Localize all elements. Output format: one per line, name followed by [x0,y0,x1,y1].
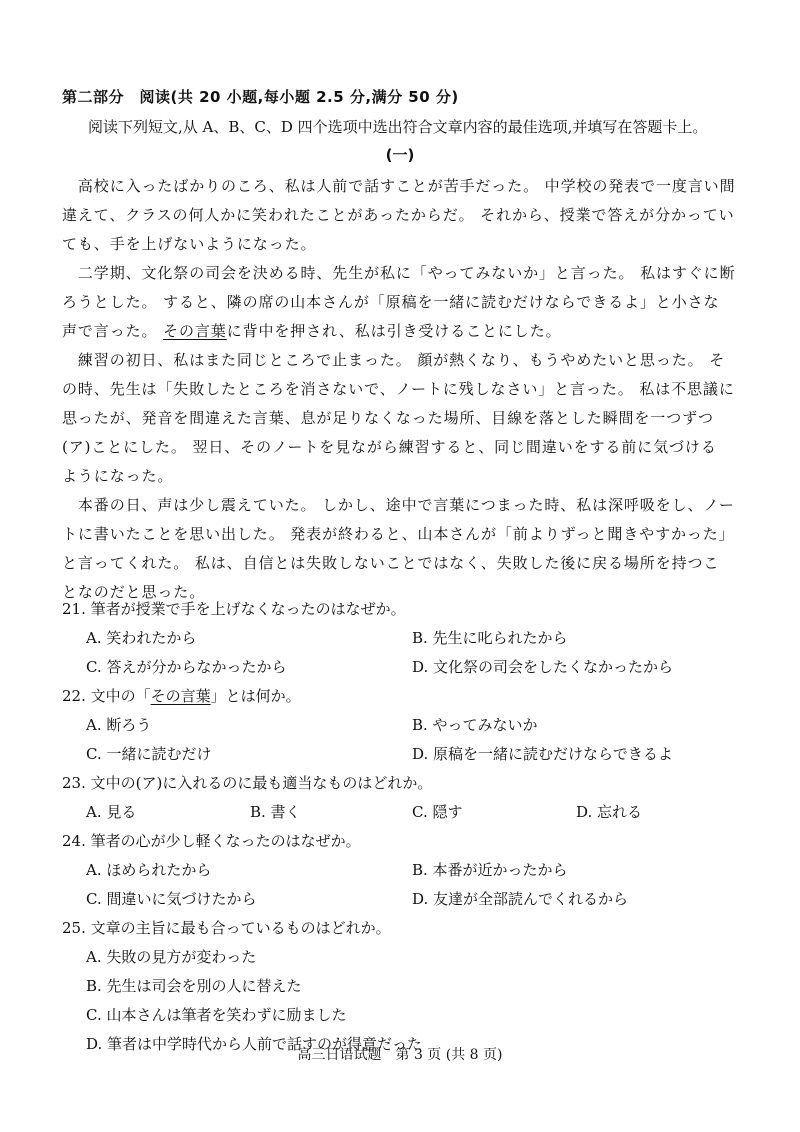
question-25-option-row [62,972,752,1001]
passage-line: 練習の初日、私はまた同じところで止まった。 顔が熱くなり、もうやめたいと思った。 そ [62,351,726,369]
question-23-stem: 23. 文中の(ア)に入れるのに最も適当なものはどれか。 [62,774,433,792]
option-d[interactable]: D. 文化祭の司会をしたくなかったから [412,658,674,676]
passage-line: となのだと思った。 [62,583,206,601]
passage-line-with-underline [62,317,740,346]
question-21-stem: 21. 筆者が授業で手を上げなくなったのはなぜか。 [62,600,406,618]
underlined-phrase: その言葉 [150,687,211,705]
option-b[interactable]: B. やってみないか [412,716,538,734]
passage-line: 二学期、文化祭の司会を決める時、先生が私に「やってみないか」と言った。 私はすぐに断 [62,264,736,282]
option-c[interactable]: C. 山本さんは筆者を笑わずに励ました [86,1006,347,1024]
question-25-option-row [62,943,752,972]
option-d[interactable]: D. 筆者は中学時代から人前で話すのが得意だった [86,1035,423,1053]
question-25-option-row [62,1001,752,1030]
instructions: 阅读下列短文,从 A、B、C、D 四个选项中选出符合文章内容的最佳选项,并填写在答题卡上。 [88,118,708,136]
option-c[interactable]: C. 一緒に読むだけ [86,745,212,763]
question-22-options-row [62,711,752,740]
question-21-options-row [62,653,752,682]
option-b[interactable]: B. 先生は司会を別の人に替えた [86,977,302,995]
option-a[interactable]: A. 笑われたから [86,629,197,647]
passage-line: の時、先生は「失敗したところを消さないで、ノートに残しなさい」と言った。 私は不思議に [62,380,735,398]
passage-line: ても、手を上げないようになった。 [62,235,317,253]
section-title: 第二部分 阅读(共 20 小题,每小题 2.5 分,满分 50 分) [62,88,459,106]
stem-text: 」とは何か。 [210,687,301,705]
passage-line: と言ってくれた。 私は、自信とは失敗しないことではなく、失敗した後に戻る場所を持つこ [62,554,720,572]
stem-text: 22. 文中の「 [62,687,151,705]
passage-text: 声で言った。 [62,322,164,340]
question-21-options-row [62,624,752,653]
question-22-stem [62,682,752,711]
page-footer: 高三日语试题 第 3 页 (共 8 页) [297,1047,503,1063]
passage [62,172,740,607]
option-b[interactable]: B. 本番が近かったから [412,861,568,879]
passage-line: 違えて、クラスの何人かに笑われたことがあったからだ。 それから、授業で答えが分かってい [62,206,735,224]
question-list [62,595,752,1059]
option-b[interactable]: B. 先生に叱られたから [412,629,568,647]
question-23-options-row [62,798,752,827]
option-c[interactable]: C. 隠す [412,803,463,821]
question-24-options-row [62,856,752,885]
option-c[interactable]: C. 間違いに気づけたから [86,890,257,908]
question-24-options-row [62,885,752,914]
option-a[interactable]: A. 見る [86,803,137,821]
option-d[interactable]: D. 原稿を一緒に読むだけならできるよ [412,745,673,763]
passage-line: 本番の日、声は少し震えていた。 しかし、途中で言葉につまった時、私は深呼吸をし、ノー [62,496,735,514]
passage-line: トに書いたことを思い出した。 発表が終わると、山本さんが「前よりずっと聞きやすかった」 [62,525,735,543]
question-25-stem: 25. 文章の主旨に最も合っているものはどれか。 [62,919,391,937]
passage-line: 思ったが、発音を間違えた言葉、息が足りなくなった場所、目線を落とした瞬間を一つずつ [62,409,714,427]
option-d[interactable]: D. 忘れる [576,803,643,821]
option-a[interactable]: A. ほめられたから [86,861,212,879]
passage-line: 高校に入ったばかりのころ、私は人前で話すことが苦手だった。 中学校の発表で一度言い間 [62,177,736,195]
passage-line: ろうとした。 すると、隣の席の山本さんが「原稿を一緒に読むだけならできるよ」と小さな [62,293,720,311]
option-c[interactable]: C. 答えが分からなかったから [86,658,287,676]
question-24-stem: 24. 筆者の心が少し軽くなったのはなぜか。 [62,832,361,850]
passage-line: (ア)ことにした。 翌日、そのノートを見ながら練習すると、同じ間違いをする前に気づける [62,438,717,456]
passage-text: に背中を押され、私は引き受けることにした。 [226,322,562,340]
question-22-options-row [62,740,752,769]
underlined-phrase: その言葉 [163,322,227,340]
passage-line: ようになった。 [62,467,174,485]
passage-heading: (一) [385,146,415,164]
option-d[interactable]: D. 友達が全部読んでくれるから [412,890,629,908]
option-a[interactable]: A. 失敗の見方が変わった [86,948,257,966]
option-a[interactable]: A. 断ろう [86,716,152,734]
option-b[interactable]: B. 書く [250,803,301,821]
